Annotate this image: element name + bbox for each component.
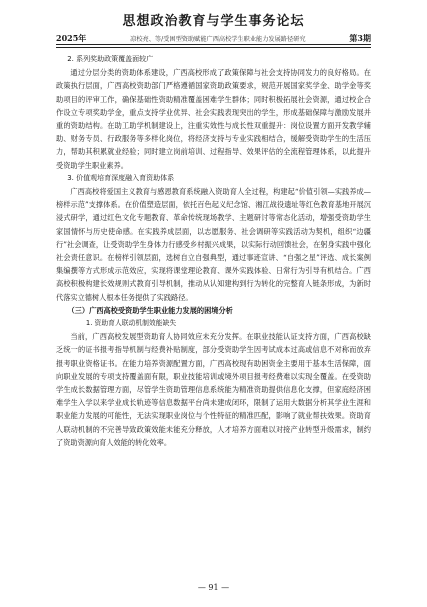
journal-title: 思想政治教育与学生事务论坛 [122,14,305,29]
body-paragraph: 广西高校将爱国主义教育与感恩教育系统融入资助育人全过程，构建起“价值引领—实践养成—榜样示范”支撑体系。在价值塑造层面，依托百色起义纪念馆、湘江战役遗址等红色教育基地开展沉浸式研学，通过红色文化专题教育、革命传统现场教学、主题研讨等常态化活动，增强受资助学生家国情怀与历史使命感。在实践养成层面，以志愿服务、社会调研等实践活动为契机，组织“边疆行”社会调查，让受资助学生身体力行感受乡村振兴成果，以实际行动回馈社会，在躬身实践中强化社会责任意识。在榜样引领层面，选树自立自强典型，通过事迹宣讲、“自强之星”评选、成长案例集编撰等方式形成示范效应，实现将课堂理论教育、课外实践体验、日常行为引导有机结合。广西高校积极构建长效规则式教育引导机制，推动从认知建构到行为转化的完整育人链条形成，为新时代落实立德树人根本任务提供了实践路径。 [56,187,371,302]
section-heading: （三）广西高校受资助学生职业能力发展的困境分析 [67,305,233,315]
sub-heading: 3. 价值观培育深度融入育资助体系 [67,173,175,182]
body-paragraph: 当前，广西高校发展型资助育人协同效应未充分发挥。在职业技能认证支持方面，广西高校缺乏统一的证书报考指导机制与经费补贴制度，部分受资助学生因考试成本过高或信息不对称而放弃报考职业资格证书。在能力培养资源配置方面，广西高校现有助困资金主要用于基本生活保障，面向职业发展的专项支持覆盖面有限，职业技能培训或境外项目报考经费难以实现全覆盖。在受资助学生成长数据管理方面，尽管学生资助管理信息系统能为精准资助提供信息化支撑，但家庭经济困难学生入学以来学业成长轨迹等信息数据平台尚未建成闭环，限制了运用大数据分析其学业生涯和职业能力发展的可能性，无法实现职业岗位与个性特征的精准匹配，影响了就业帮扶效果。资助育人联动机制的不完善导致政策效能未能充分释放，人才培养方面难以对接产业转型升级需求，制约了资助资源向育人效能的转化效率。 [56,332,371,447]
article-body [56,53,371,449]
header-rule-thick [56,44,371,45]
body-paragraph: 通过分层分类的资助体系建设，广西高校形成了政策保障与社会支持协同发力的良好格局。在政策执行层面，广西高校资助部门严格遵循国家资助政策要求，规范开展国家奖学金、助学金等奖助项目的评审工作，确保基础性资助精准覆盖困难学生群体；同时积极拓展社会资源，通过校企合作设立专项奖助学金，重点支持学业优异、社会实践表现突出的学生，形成基础保障与激励发展并重的资助结构。在助工助学机制建设上，注重实效性与成长性双重提升：岗位设置方面开发教学辅助、财务专员、行政服务等多样化岗位，将经济支持与专业实践相结合，缓解受资助学生的生活压力，帮助其积累就业经验；同时建立岗前培训、过程指导、效果评估的全流程管理体系，以此提升受资助学生职业素养。 [56,68,371,170]
issue-year: 2025年 [56,33,87,43]
page-number: — 91 — [197,583,230,592]
running-title: 凉校亮、等/受困型资助赋能广西高校学生职业能力发展路径研究 [130,36,306,43]
running-header [56,33,371,44]
sub-heading: 2. 系列奖助政策覆盖面较广 [67,55,154,63]
sub-heading: 1. 资助育人联动机制效能缺失 [85,319,177,328]
header-rule-thin [56,47,371,48]
issue-number: 第3期 [349,33,371,43]
